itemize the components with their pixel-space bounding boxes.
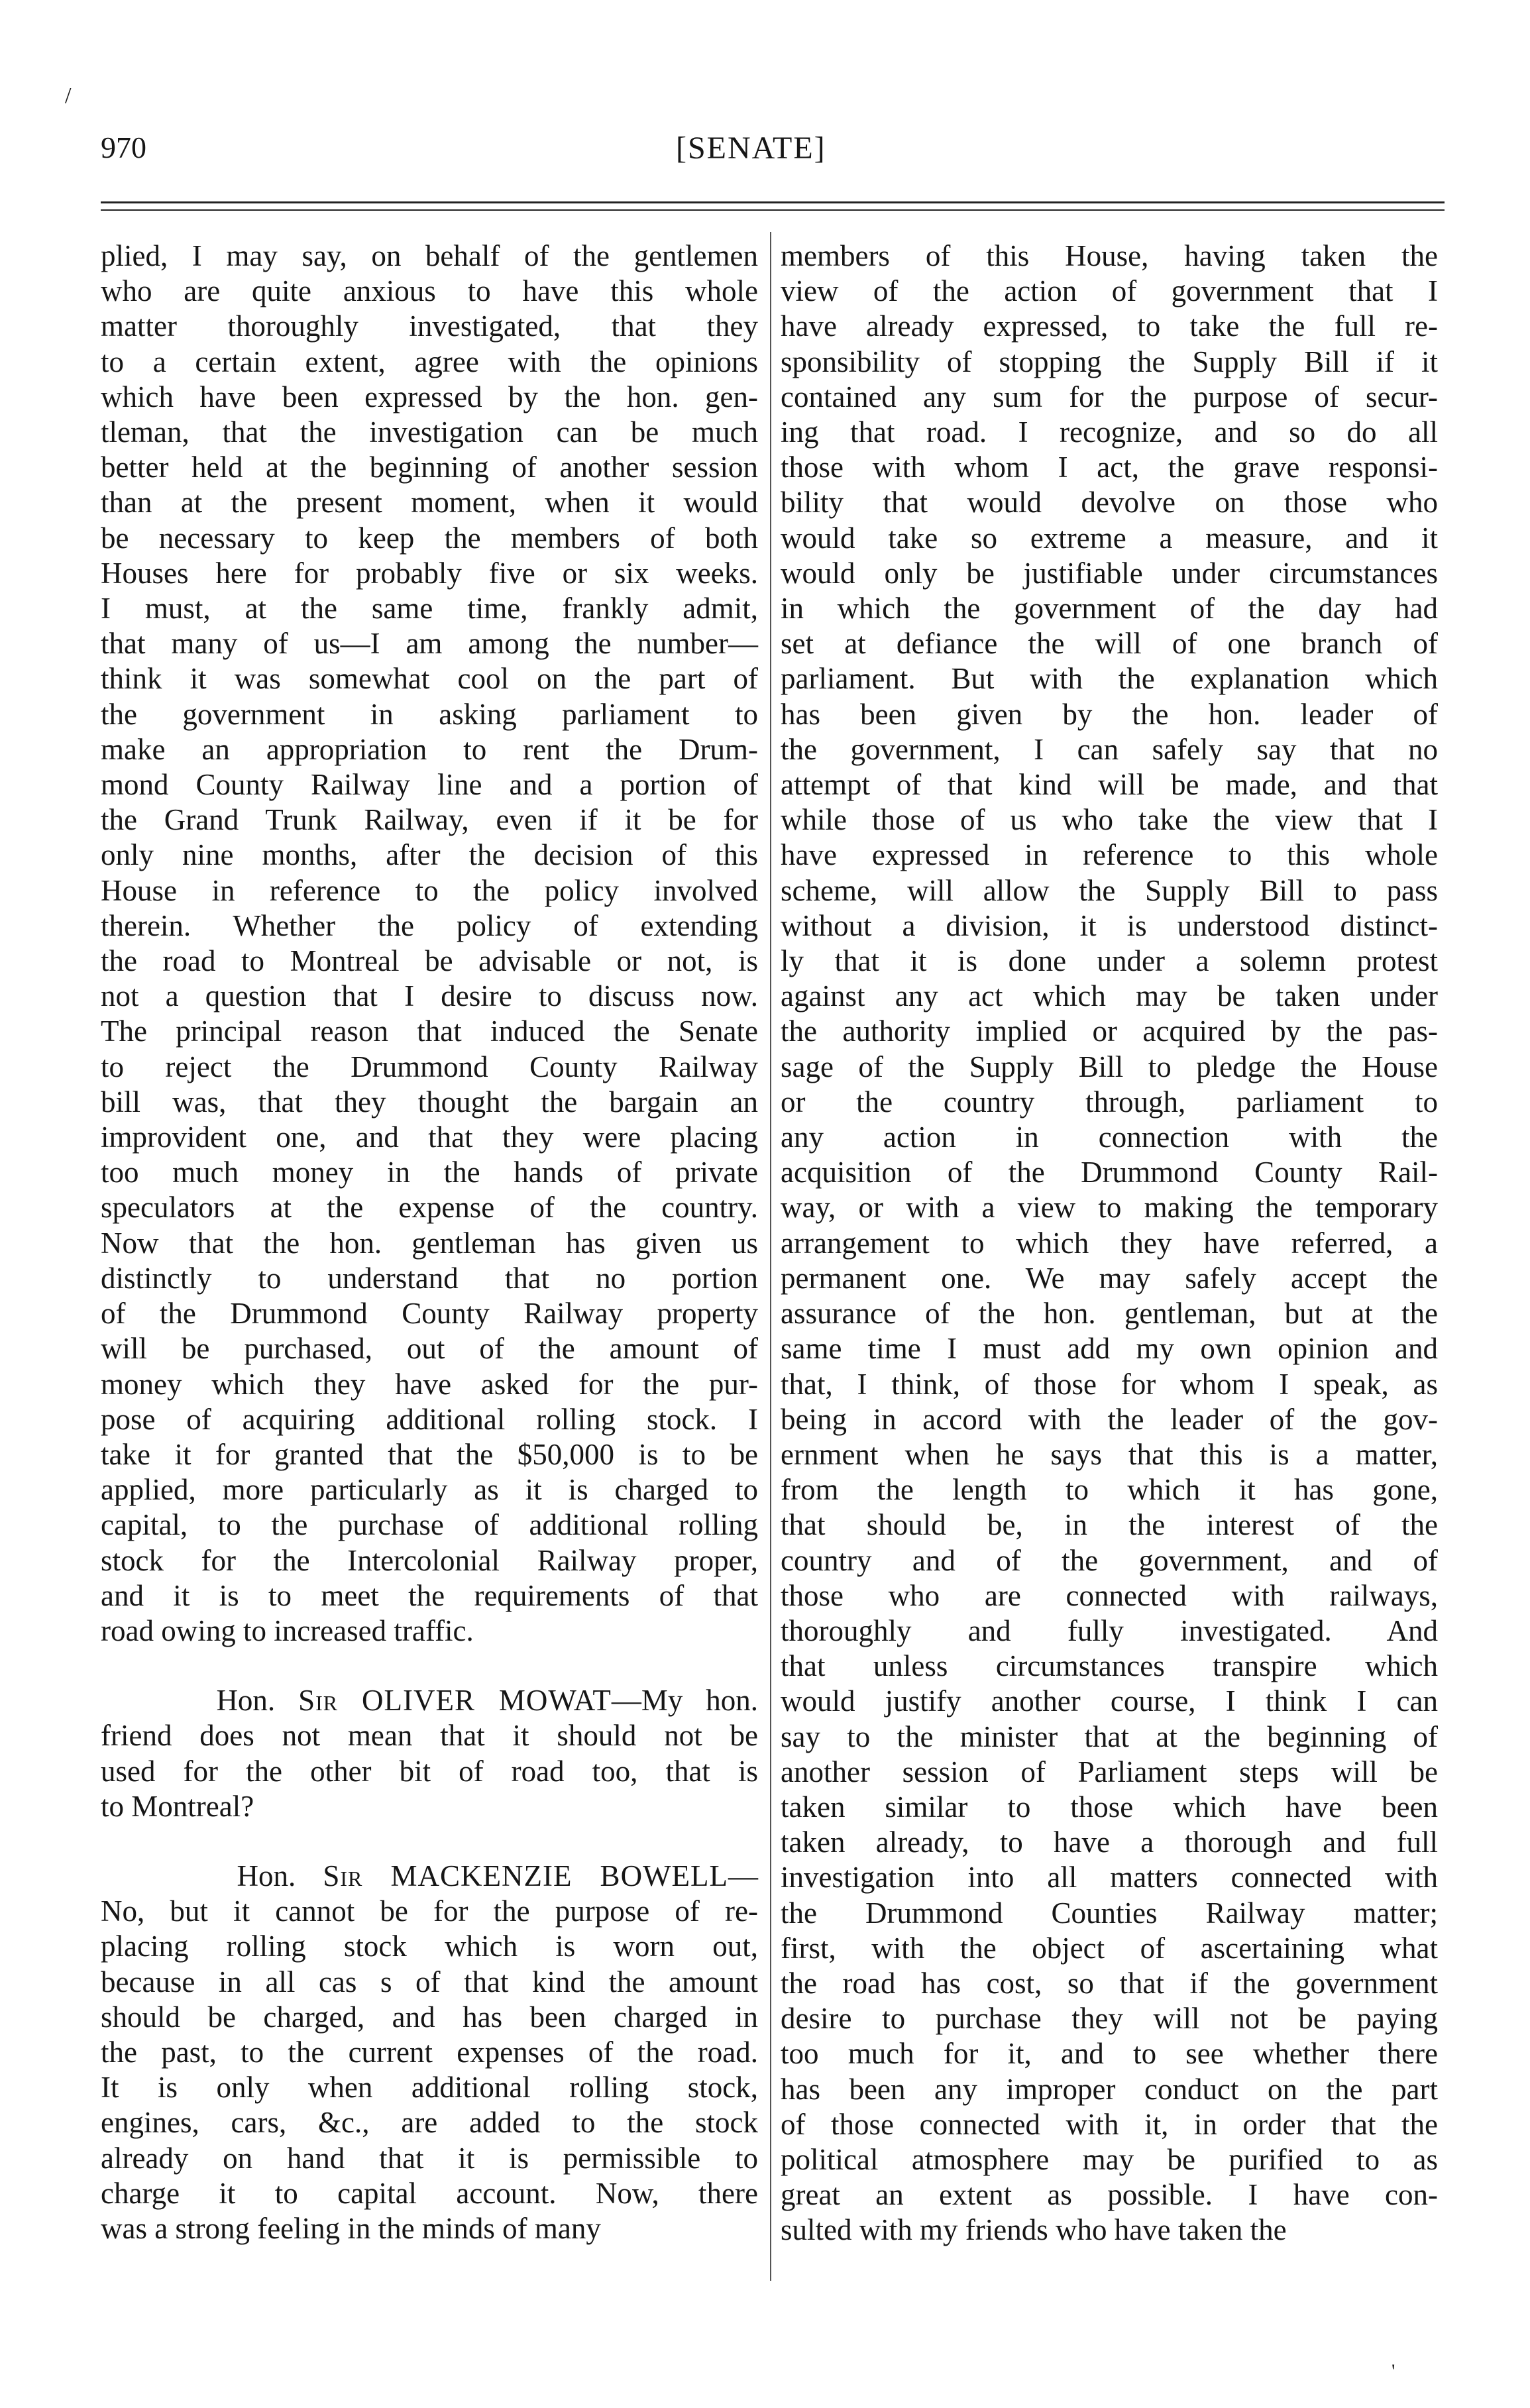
text-line: money which they have asked for the pur- bbox=[101, 1367, 758, 1401]
text-line: to Montreal? bbox=[101, 1789, 254, 1823]
text-line: taken already, to have a thorough and full bbox=[781, 1826, 1438, 1859]
text-line: being in accord with the leader of the gov- bbox=[781, 1402, 1438, 1436]
text-line: the road to Montreal be advisable or not, is bbox=[101, 944, 758, 978]
text-line: of the Drummond County Railway property bbox=[101, 1297, 758, 1331]
text-line: will be purchased, out of the amount of bbox=[101, 1332, 758, 1366]
speaker-title: Hon. bbox=[216, 1684, 276, 1718]
text-line: sulted with my friends who have taken the bbox=[781, 2213, 1287, 2247]
text-line: members of this House, having taken the bbox=[781, 239, 1438, 272]
text-line: taken similar to those which have been bbox=[781, 1790, 1438, 1824]
text-line: bill was, that they thought the bargain an bbox=[101, 1085, 758, 1119]
text-line: too much money in the hands of private bbox=[101, 1156, 758, 1189]
text-line: has been any improper conduct on the part bbox=[781, 2072, 1438, 2106]
text-line: to reject the Drummond County Railway bbox=[101, 1050, 758, 1083]
column-divider bbox=[770, 232, 771, 2281]
text-line: country and of the government, and of bbox=[781, 1543, 1438, 1577]
text-line: acquisition of the Drummond County Rail- bbox=[781, 1156, 1438, 1189]
right-paragraph bbox=[781, 239, 1438, 2248]
text-line: contained any sum for the purpose of secur- bbox=[781, 380, 1438, 413]
text-line: to a certain extent, agree with the opinions bbox=[101, 345, 758, 378]
text-line: same time I must add my own opinion and bbox=[781, 1332, 1438, 1366]
text-line: sponsibility of stopping the Supply Bill if it bbox=[781, 345, 1438, 378]
text-line: friend does not mean that it should not be bbox=[101, 1719, 758, 1753]
text-line: another session of Parliament steps will be bbox=[781, 1755, 1438, 1788]
text-line: the government, I can safely say that no bbox=[781, 732, 1438, 766]
text-line: political atmosphere may be purified to as bbox=[781, 2142, 1438, 2176]
text-line: sage of the Supply Bill to pledge the House bbox=[781, 1050, 1438, 1083]
text-line: stock for the Intercolonial Railway proper, bbox=[101, 1543, 758, 1577]
text-line: of those connected with it, in order that the bbox=[781, 2107, 1438, 2141]
text-line: that many of us—I am among the number— bbox=[101, 627, 758, 661]
text-line: engines, cars, &c., are added to the stock bbox=[101, 2106, 758, 2140]
speaker-name: Sir MACKENZIE BOWELL bbox=[323, 1859, 729, 1892]
running-head: [SENATE] bbox=[676, 131, 826, 166]
text-line: plied, I may say, on behalf of the gentlemen bbox=[101, 239, 758, 272]
text-line: thoroughly and fully investigated. And bbox=[781, 1614, 1438, 1647]
text-line: too much for it, and to see whether there bbox=[781, 2037, 1438, 2071]
text-line: the past, to the current expenses of the road. bbox=[101, 2035, 758, 2069]
text-line: better held at the beginning of another session bbox=[101, 451, 758, 484]
left-column bbox=[101, 239, 758, 2246]
text-line: without a division, it is understood distinct- bbox=[781, 908, 1438, 942]
text-line: road owing to increased traffic. bbox=[101, 1614, 474, 1647]
text-line: those with whom I act, the grave responsi- bbox=[781, 451, 1438, 484]
text-line: against any act which may be taken under bbox=[781, 979, 1438, 1013]
text-line: parliament. But with the explanation which bbox=[781, 662, 1438, 696]
text-line: view of the action of government that I bbox=[781, 274, 1438, 308]
text-line: The principal reason that induced the Senate bbox=[101, 1014, 758, 1048]
text-line: improvident one, and that they were placing bbox=[101, 1121, 758, 1154]
text-line: take it for granted that the $50,000 is to be bbox=[101, 1437, 758, 1471]
speech-opening: —My hon. bbox=[611, 1684, 758, 1718]
text-line: say to the minister that at the beginning of bbox=[781, 1720, 1438, 1753]
speech-opening: — bbox=[728, 1859, 759, 1892]
text-line: the Grand Trunk Railway, even if it be for bbox=[101, 803, 758, 837]
speaker-name: Sir OLIVER MOWAT bbox=[298, 1684, 612, 1718]
text-line: used for the other bit of road too, that is bbox=[101, 1754, 758, 1788]
text-line: or the country through, parliament to bbox=[781, 1085, 1438, 1119]
text-line: assurance of the hon. gentleman, but at the bbox=[781, 1297, 1438, 1331]
text-line: has been given by the hon. leader of bbox=[781, 697, 1438, 731]
text-line: the government in asking parliament to bbox=[101, 697, 758, 731]
header-rule bbox=[101, 201, 1445, 203]
text-line: the road has cost, so that if the government bbox=[781, 1966, 1438, 2000]
page-number: 970 bbox=[101, 131, 146, 164]
speech-bowell bbox=[101, 1859, 758, 2246]
text-line: first, with the object of ascertaining what bbox=[781, 1931, 1438, 1965]
text-line: great an extent as possible. I have con- bbox=[781, 2178, 1438, 2212]
text-line: speculators at the expense of the country. bbox=[101, 1191, 758, 1225]
text-line: arrangement to which they have referred, a bbox=[781, 1226, 1438, 1260]
text-line: in which the government of the day had bbox=[781, 592, 1438, 626]
text-line: desire to purchase they will not be paying bbox=[781, 2002, 1438, 2036]
text-line: investigation into all matters connected with bbox=[781, 1861, 1438, 1894]
text-line: be necessary to keep the members of both bbox=[101, 521, 758, 555]
text-line: would justify another course, I think I can bbox=[781, 1684, 1438, 1718]
header-rule-secondary bbox=[101, 209, 1445, 211]
text-line: scheme, will allow the Supply Bill to pass bbox=[781, 873, 1438, 907]
text-line: that should be, in the interest of the bbox=[781, 1508, 1438, 1542]
text-line: have expressed in reference to this whole bbox=[781, 838, 1438, 872]
text-line: capital, to the purchase of additional rolling bbox=[101, 1508, 758, 1542]
text-line: attempt of that kind will be made, and that bbox=[781, 768, 1438, 802]
text-line: was a strong feeling in the minds of many bbox=[101, 2211, 601, 2245]
text-line: charge it to capital account. Now, there bbox=[101, 2176, 758, 2210]
text-line: therein. Whether the policy of extending bbox=[101, 908, 758, 942]
text-line: matter thoroughly investigated, that they bbox=[101, 309, 758, 343]
text-line: have already expressed, to take the full re- bbox=[781, 309, 1438, 343]
text-line: ing that road. I recognize, and so do all bbox=[781, 415, 1438, 449]
text-line: I must, at the same time, frankly admit, bbox=[101, 592, 758, 626]
text-line: No, but it cannot be for the purpose of re- bbox=[101, 1894, 758, 1928]
right-column bbox=[781, 239, 1438, 2248]
text-line: House in reference to the policy involved bbox=[101, 873, 758, 907]
text-line: should be charged, and has been charged in bbox=[101, 2000, 758, 2034]
speech-mowat-first-line bbox=[101, 1683, 758, 1718]
text-line: would take so extreme a measure, and it bbox=[781, 521, 1438, 555]
left-paragraph bbox=[101, 239, 758, 1649]
text-line: permanent one. We may safely accept the bbox=[781, 1261, 1438, 1295]
text-line: from the length to which it has gone, bbox=[781, 1473, 1438, 1507]
text-line: ernment when he says that this is a matter, bbox=[781, 1437, 1438, 1471]
text-line: while those of us who take the view that I bbox=[781, 803, 1438, 837]
text-line: would only be justifiable under circumstances bbox=[781, 556, 1438, 590]
text-line: distinctly to understand that no portion bbox=[101, 1261, 758, 1295]
stray-mark: / bbox=[65, 83, 72, 108]
text-line: that, I think, of those for whom I speak, as bbox=[781, 1367, 1438, 1401]
text-line: those who are connected with railways, bbox=[781, 1578, 1438, 1612]
text-line: It is only when additional rolling stock, bbox=[101, 2071, 758, 2105]
speech-mowat bbox=[101, 1683, 758, 1824]
text-line: the authority implied or acquired by the pas- bbox=[781, 1014, 1438, 1048]
text-line: placing rolling stock which is worn out, bbox=[101, 1930, 758, 1963]
text-line: and it is to meet the requirements of that bbox=[101, 1578, 758, 1612]
text-line: ly that it is done under a solemn protest bbox=[781, 944, 1438, 978]
text-line: not a question that I desire to discuss now. bbox=[101, 979, 758, 1013]
speaker-title: Hon. bbox=[237, 1859, 296, 1892]
text-line: Now that the hon. gentleman has given us bbox=[101, 1226, 758, 1260]
text-line: set at defiance the will of one branch of bbox=[781, 627, 1438, 661]
text-line: bility that would devolve on those who bbox=[781, 486, 1438, 520]
text-line: Houses here for probably five or six weeks. bbox=[101, 556, 758, 590]
text-line: who are quite anxious to have this whole bbox=[101, 274, 758, 308]
text-line: make an appropriation to rent the Drum- bbox=[101, 732, 758, 766]
footer-mark: ' bbox=[1392, 2360, 1395, 2382]
text-line: think it was somewhat cool on the part of bbox=[101, 662, 758, 696]
text-line: already on hand that it is permissible to bbox=[101, 2141, 758, 2175]
text-line: mond County Railway line and a portion of bbox=[101, 768, 758, 802]
text-line: pose of acquiring additional rolling stock. I bbox=[101, 1402, 758, 1436]
text-line: applied, more particularly as it is charged to bbox=[101, 1473, 758, 1507]
text-line: than at the present moment, when it would bbox=[101, 486, 758, 520]
text-line: any action in connection with the bbox=[781, 1121, 1438, 1154]
text-line: tleman, that the investigation can be much bbox=[101, 415, 758, 449]
text-line: that unless circumstances transpire which bbox=[781, 1649, 1438, 1683]
text-line: way, or with a view to making the temporary bbox=[781, 1191, 1438, 1225]
speech-bowell-first-line bbox=[101, 1859, 758, 1894]
text-line: because in all cas s of that kind the amount bbox=[101, 1965, 758, 1998]
text-line: only nine months, after the decision of this bbox=[101, 838, 758, 872]
text-line: which have been expressed by the hon. gen- bbox=[101, 380, 758, 413]
text-line: the Drummond Counties Railway matter; bbox=[781, 1896, 1438, 1930]
